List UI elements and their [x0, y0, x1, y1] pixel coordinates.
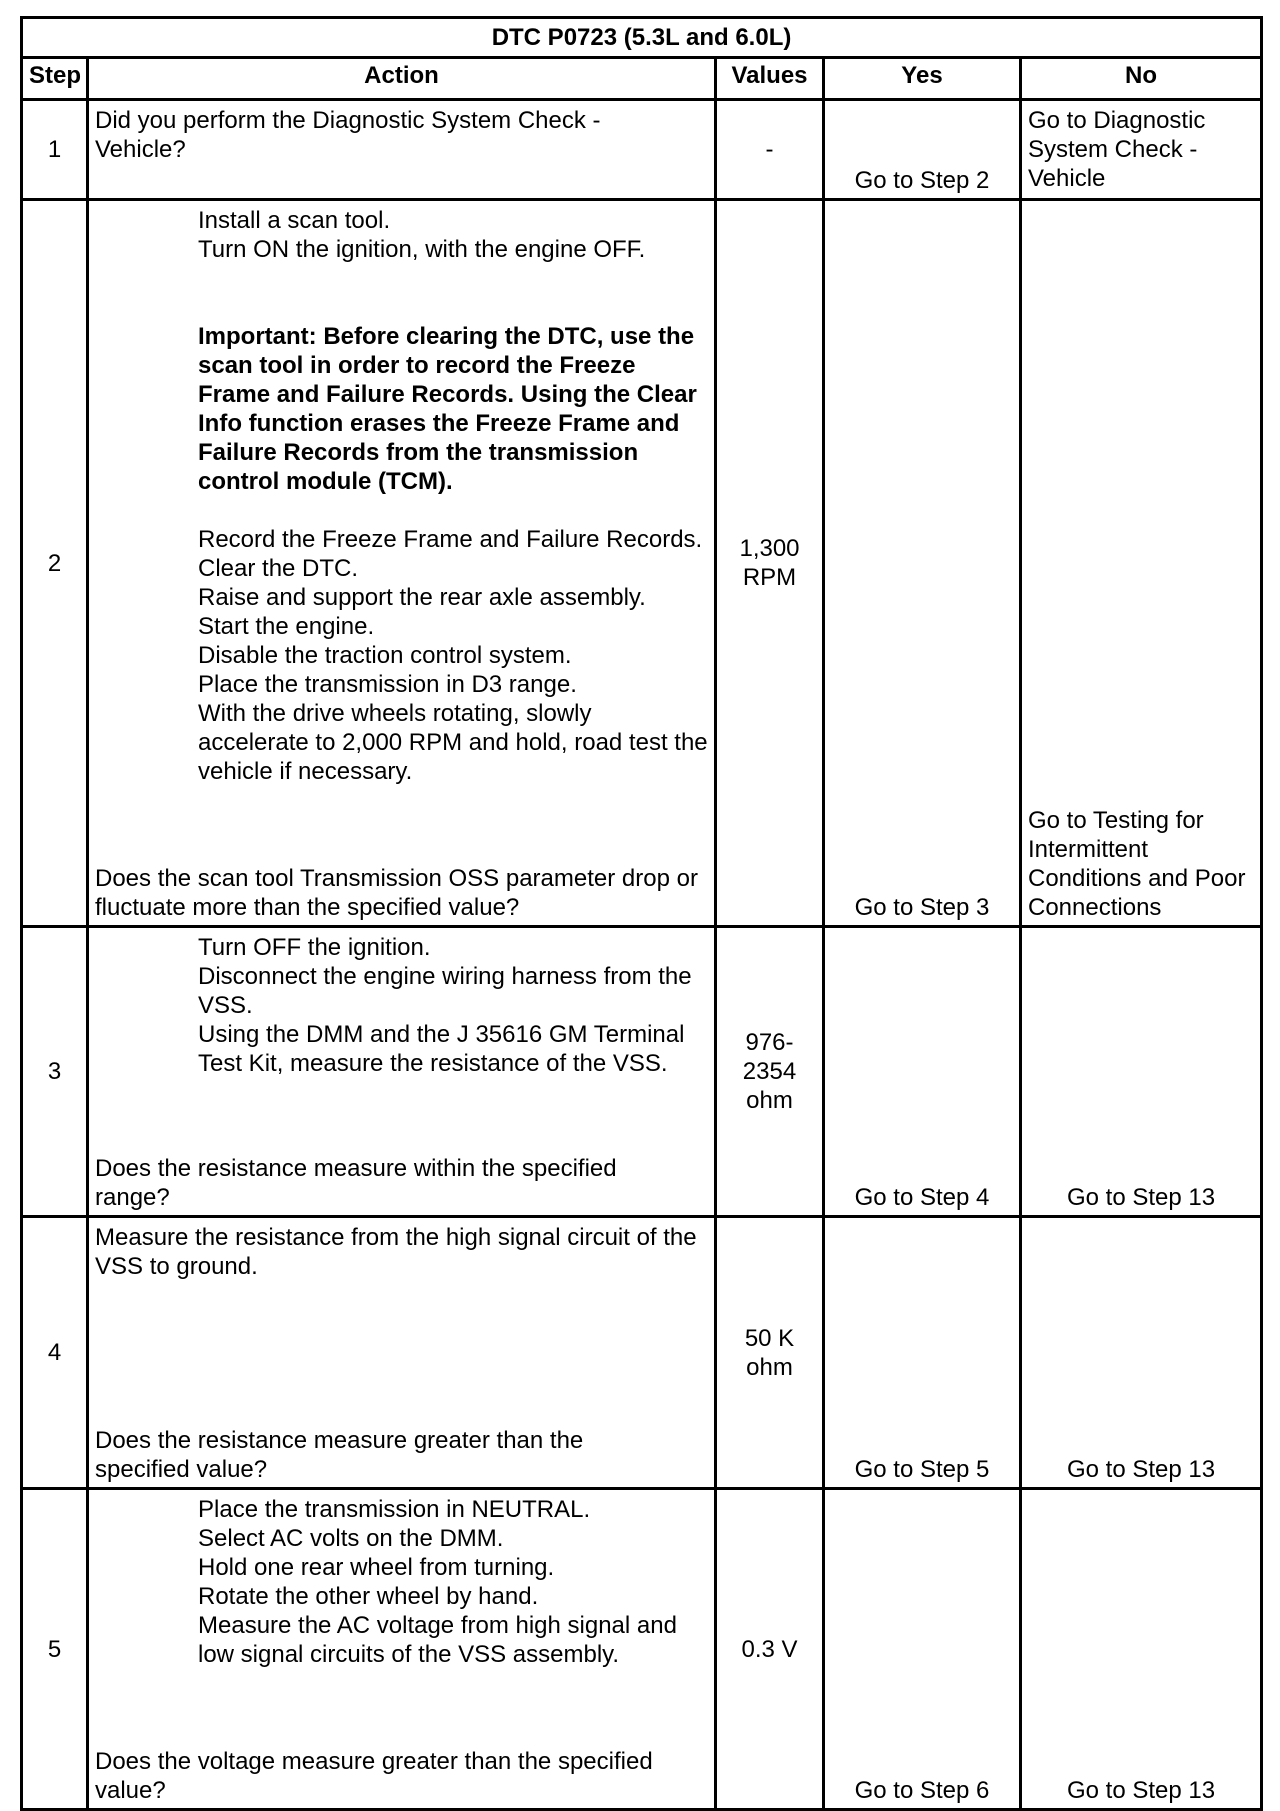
substep: Turn OFF the ignition. [198, 934, 431, 961]
substep: With the drive wheels rotating, slowly accelerate to 2,000 RPM and hold, road test the vehicle if necessary. [198, 700, 708, 785]
value-text: 976-2354 ohm [742, 1029, 797, 1114]
no-cell: Go to Step 13 [1021, 927, 1262, 1217]
substep: Hold one rear wheel from turning. [198, 1554, 555, 1581]
table-row [22, 1489, 1262, 1810]
action-cell [88, 100, 716, 200]
value-text: 1,300 RPM [739, 535, 800, 591]
step-number: 3 [22, 927, 88, 1217]
value-cell: 0.3 V [716, 1489, 824, 1810]
value-cell [716, 200, 824, 927]
important-note [95, 322, 708, 496]
substep: Disconnect the engine wiring harness from the VSS. [198, 963, 692, 1019]
step-number: 1 [22, 100, 88, 200]
substep-list [95, 206, 708, 264]
substep: Place the transmission in D3 range. [198, 671, 577, 698]
header-values: Values [716, 58, 824, 100]
substep: Start the engine. [198, 613, 375, 640]
substep-list [95, 933, 708, 1078]
yes-cell: Go to Step 2 [824, 100, 1021, 200]
substep: Select AC volts on the DMM. [198, 1525, 504, 1552]
action-question: Does the resistance measure greater than the specified value? [95, 1427, 584, 1483]
action-cell [88, 927, 716, 1217]
table-row [22, 1217, 1262, 1489]
no-cell: Go to Diagnostic System Check - Vehicle [1021, 100, 1262, 200]
yes-cell: Go to Step 5 [824, 1217, 1021, 1489]
substep: Clear the DTC. [198, 555, 359, 582]
no-cell: Go to Testing for Intermittent Conditions and Poor Connections [1021, 200, 1262, 927]
diagnostic-table [20, 16, 1263, 1811]
action-cell [88, 1489, 716, 1810]
yes-cell: Go to Step 6 [824, 1489, 1021, 1810]
header-step: Step [22, 58, 88, 100]
action-instruction: Measure the resistance from the high signal circuit of the VSS to ground. [95, 1224, 697, 1280]
value-cell [716, 1217, 824, 1489]
substep-list [95, 525, 708, 786]
value-text: 50 K ohm [744, 1324, 795, 1381]
important-text: Important: Before clearing the DTC, use the scan tool in order to record the Freeze Frame and Failure Records. Using the Clear Info function erases the Freeze Frame and Failure Records from the transmission control module (TCM). [198, 323, 697, 495]
action-question: Does the resistance measure within the specified range? [95, 1155, 617, 1211]
substep: Turn ON the ignition, with the engine OFF. [198, 236, 646, 263]
substep: Raise and support the rear axle assembly. [198, 584, 646, 611]
action-question: Does the scan tool Transmission OSS parameter drop or fluctuate more than the specified value? [95, 865, 698, 921]
table-row [22, 927, 1262, 1217]
yes-cell: Go to Step 4 [824, 927, 1021, 1217]
header-yes: Yes [824, 58, 1021, 100]
step-number: 4 [22, 1217, 88, 1489]
step-number: 2 [22, 200, 88, 927]
substep-list [95, 1495, 708, 1669]
header-action: Action [88, 58, 716, 100]
substep: Place the transmission in NEUTRAL. [198, 1496, 591, 1523]
action-question: Does the voltage measure greater than the specified value? [95, 1748, 653, 1804]
table-row [22, 200, 1262, 927]
value-cell: - [716, 100, 824, 200]
header-no: No [1021, 58, 1262, 100]
table-title: DTC P0723 (5.3L and 6.0L) [22, 18, 1262, 58]
table-title-row [22, 18, 1262, 58]
table-row [22, 100, 1262, 200]
value-cell [716, 927, 824, 1217]
substep: Rotate the other wheel by hand. [198, 1583, 539, 1610]
yes-cell: Go to Step 3 [824, 200, 1021, 927]
header-row [22, 58, 1262, 100]
substep: Record the Freeze Frame and Failure Records. [198, 526, 703, 553]
step-number: 5 [22, 1489, 88, 1810]
substep: Using the DMM and the J 35616 GM Terminal Test Kit, measure the resistance of the VSS. [198, 1021, 685, 1077]
action-cell [88, 200, 716, 927]
substep: Disable the traction control system. [198, 642, 572, 669]
no-cell: Go to Step 13 [1021, 1217, 1262, 1489]
substep: Install a scan tool. [198, 207, 391, 234]
action-cell [88, 1217, 716, 1489]
action-question: Did you perform the Diagnostic System Check - Vehicle? [95, 107, 601, 163]
no-cell: Go to Step 13 [1021, 1489, 1262, 1810]
substep: Measure the AC voltage from high signal and low signal circuits of the VSS assembly. [198, 1612, 677, 1668]
